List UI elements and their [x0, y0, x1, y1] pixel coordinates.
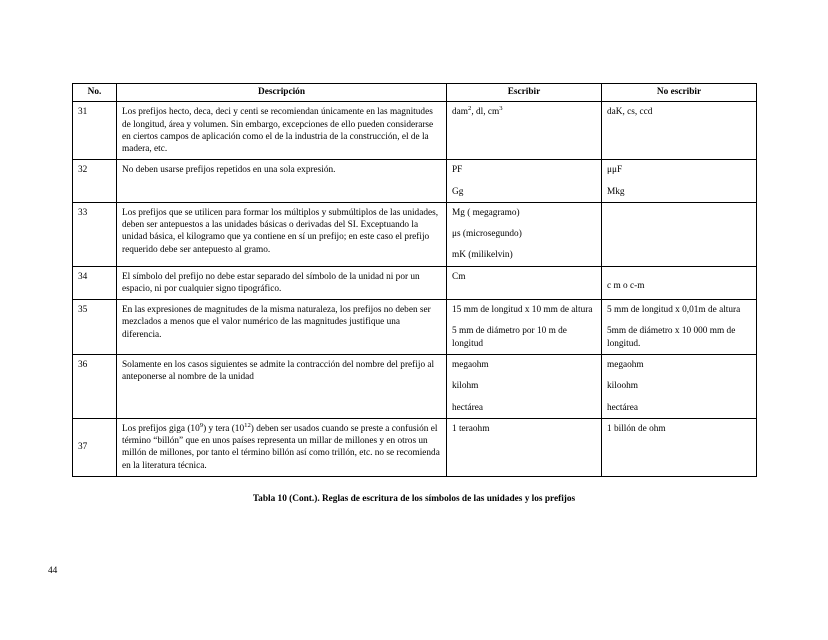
- cell-no-escribir: [602, 102, 757, 160]
- cell-no-escribir: [602, 354, 757, 418]
- cell-descripcion: Los prefijos hecto, deca, deci y centi se recomiendan únicamente en las magnitudes de longitud, área y volumen. Sin embargo, excepciones de ello pueden considerarse en ciertos campos de aplicación como el de la industria de la construcción, el de la madera, etc.: [117, 102, 447, 160]
- cell-no: 32: [73, 160, 117, 203]
- table-header-row: [73, 84, 757, 102]
- cell-no: 31: [73, 102, 117, 160]
- cell-escribir: [447, 354, 602, 418]
- cell-no-escribir: [602, 160, 757, 203]
- cell-line: daK, cs, ccd: [607, 107, 653, 118]
- rules-table: [72, 83, 757, 477]
- table-row: [73, 202, 757, 266]
- cell-escribir: [447, 300, 602, 355]
- cell-line: kilohm: [452, 381, 479, 392]
- table-caption: Tabla 10 (Cont.). Reglas de escritura de los símbolos de las unidades y los prefijos: [252, 494, 576, 504]
- cell-no: 35: [73, 300, 117, 355]
- cell-escribir: dam$^2$, dl, $cm^3$: [447, 102, 602, 160]
- cell-line: Gg: [452, 186, 464, 197]
- table-row: [73, 300, 757, 355]
- cell-line: 1 billón de ohm: [607, 423, 666, 434]
- cell-escribir: [447, 160, 602, 203]
- cell-no-escribir: [602, 266, 757, 300]
- cell-line: Mkg: [607, 186, 625, 197]
- cell-line: 5 mm de longitud x 0,01m de altura: [607, 305, 741, 316]
- cell-descripcion: Los prefijos giga $(10^9)$ y tera $(10^{12})$ deben ser usados cuando se preste a confusión el término “billón” que en unos países representa un millar de millones y en otros un millón de millones, por tanto el término billón así como trillón, etc. no se recomienda en la literatura técnica.: [117, 418, 447, 476]
- cell-descripcion: Solamente en los casos siguientes se admite la contracción del nombre del prefijo al anteponerse al nombre de la unidad: [117, 354, 447, 418]
- cell-line: 5mm de diámetro x 10 000 mm de longitud.: [607, 326, 736, 349]
- cell-no-escribir: [602, 300, 757, 355]
- cell-no: 34: [73, 266, 117, 300]
- cell-line: Cm: [452, 271, 466, 282]
- cell-escribir: [447, 202, 602, 266]
- table-row: [73, 354, 757, 418]
- cell-descripcion: El símbolo del prefijo no debe estar separado del símbolo de la unidad ni por un espacio, ni por cualquier signo tipográfico.: [117, 266, 447, 300]
- table-row: [73, 418, 757, 476]
- cell-line: mK (milikelvin): [452, 250, 513, 261]
- cell-line: 15 mm de longitud x 10 mm de altura: [452, 305, 593, 316]
- cell-escribir: [447, 266, 602, 300]
- column-header-descripcion: Descripción: [117, 84, 447, 102]
- cell-no-escribir: [602, 202, 757, 266]
- cell-line: kiloohm: [607, 381, 638, 392]
- column-header-no-escribir: No escribir: [602, 84, 757, 102]
- cell-line: 1 teraohm: [452, 423, 490, 434]
- cell-no: 37: [73, 418, 117, 476]
- cell-line: c m o c-m: [607, 280, 645, 291]
- column-header-escribir: Escribir: [447, 84, 602, 102]
- cell-line: PF: [452, 165, 463, 176]
- cell-descripcion: En las expresiones de magnitudes de la misma naturaleza, los prefijos no deben ser mezclados a menos que el valor numérico de las magnitudes justifique una diferencia.: [117, 300, 447, 355]
- cell-line: hectárea: [452, 402, 483, 413]
- cell-line: hectárea: [607, 402, 638, 413]
- cell-line: megaohm: [607, 359, 644, 370]
- cell-escribir: [447, 418, 602, 476]
- cell-descripcion: No deben usarse prefijos repetidos en una sola expresión.: [117, 160, 447, 203]
- cell-no-escribir: [602, 418, 757, 476]
- cell-line: μμF: [607, 165, 623, 176]
- cell-line: 5 mm de diámetro por 10 m de longitud: [452, 326, 567, 349]
- cell-line: Mg ( megagramo): [452, 207, 520, 218]
- cell-no: 33: [73, 202, 117, 266]
- cell-no: 36: [73, 354, 117, 418]
- column-header-no: No.: [73, 84, 117, 102]
- page-number: 44: [48, 566, 58, 576]
- cell-descripcion: Los prefijos que se utilicen para formar los múltiplos y submúltiplos de las unidades, deben ser antepuestos a las unidades básicas o derivadas del SI. Exceptuando la unidad básica, el kilogramo que ya contiene en sí un prefijo; en este caso el prefijo requerido debe ser antepuesto al gramo.: [117, 202, 447, 266]
- cell-line: megaohm: [452, 359, 489, 370]
- table-row: [73, 266, 757, 300]
- table-row: [73, 160, 757, 203]
- cell-line: μs (microsegundo): [452, 229, 522, 240]
- table-row: [73, 102, 757, 160]
